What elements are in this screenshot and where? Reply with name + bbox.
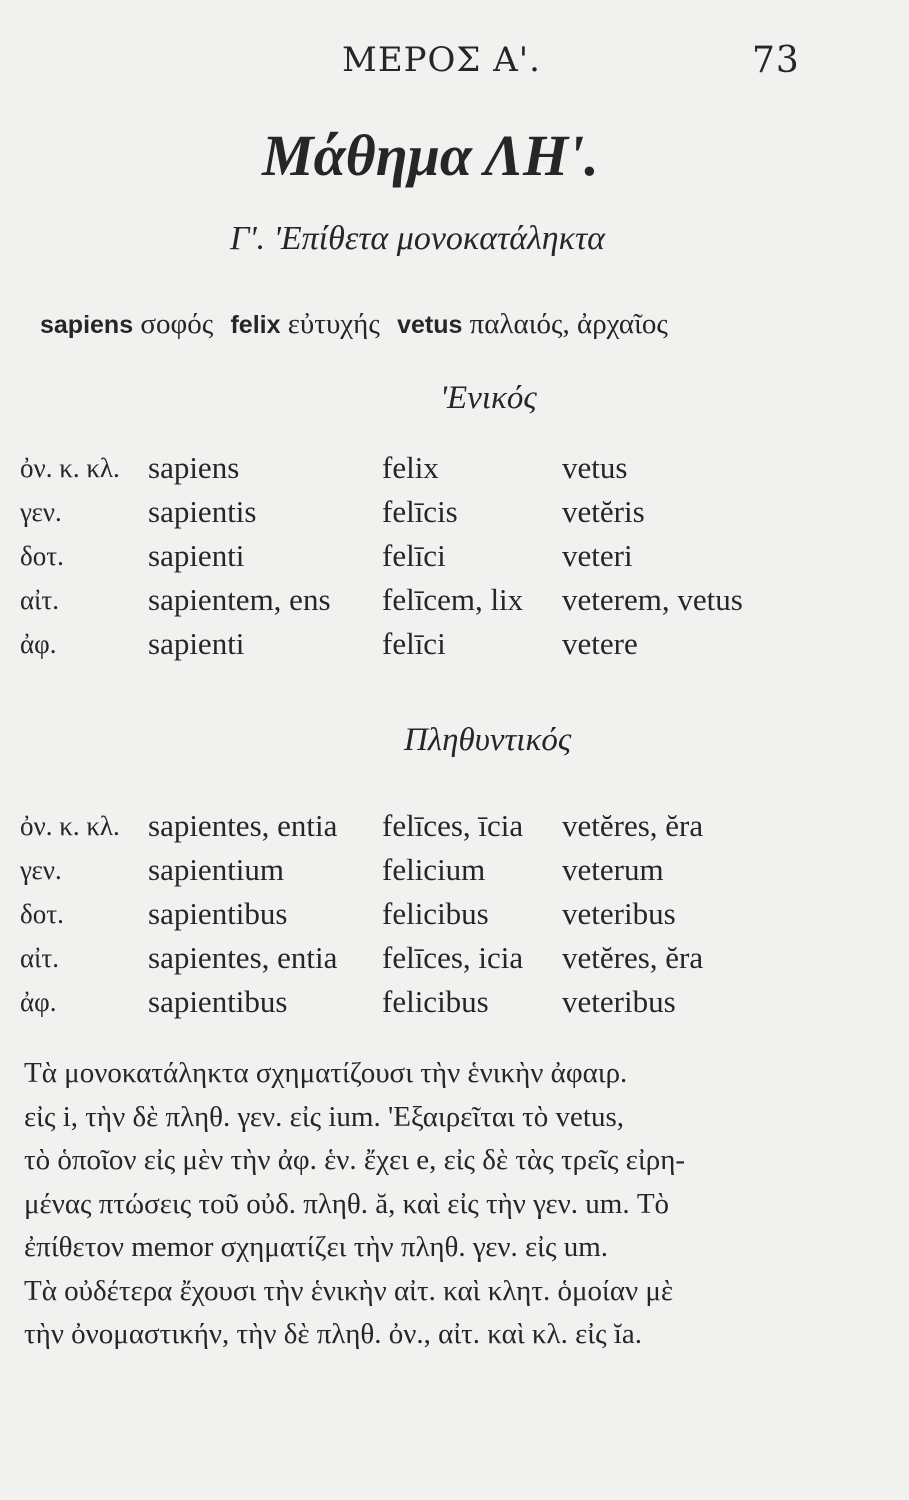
notes-line: ἐπίθετον memor σχηματίζει τὴν πληθ. γεν. εἰς um. bbox=[24, 1231, 609, 1263]
case-label: ἀφ. bbox=[20, 986, 57, 1017]
vocab-greek-sapiens: σοφός bbox=[140, 308, 214, 340]
vetus-form: vetĕres, ĕra bbox=[562, 940, 704, 975]
vetus-form: vetus bbox=[562, 450, 628, 485]
running-head-text: ΜΕΡΟΣ Α'. bbox=[342, 40, 541, 80]
felix-form: felīcis bbox=[382, 494, 458, 529]
table-row bbox=[20, 804, 782, 848]
vetus-form: vetĕres, ĕra bbox=[562, 808, 704, 843]
sapiens-form: sapientes, entia bbox=[148, 940, 338, 975]
felix-form: felīci bbox=[382, 538, 446, 573]
vocabulary-line bbox=[40, 308, 668, 341]
vocab-greek-felix: εὐτυχής bbox=[287, 308, 380, 340]
notes-line: Τὰ οὐδέτερα ἔχουσι τὴν ἑνικὴν αἰτ. καὶ κλητ. ὁμοίαν μὲ bbox=[24, 1274, 674, 1307]
case-label: δοτ. bbox=[20, 540, 64, 571]
felix-form: felicium bbox=[382, 852, 486, 887]
sapiens-form: sapientibus bbox=[148, 896, 288, 931]
singular-label: 'Ενικός bbox=[440, 380, 537, 416]
sapiens-form: sapiens bbox=[148, 450, 240, 485]
felix-form: felīcem, lix bbox=[382, 582, 524, 617]
case-label: ὀν. κ. κλ. bbox=[20, 452, 120, 483]
vetus-form: vetĕris bbox=[562, 494, 645, 529]
notes-line: τὴν ὀνομαστικήν, τὴν δὲ πληθ. ὀν., αἰτ. καὶ κλ. εἰς ĭa. bbox=[24, 1318, 642, 1350]
notes-line: εἰς i, τὴν δὲ πληθ. γεν. εἰς ium. 'Εξαιρεῖται τὸ vetus, bbox=[24, 1100, 624, 1133]
plural-label: Πληθυντικός bbox=[404, 722, 572, 758]
vocab-latin-sapiens: sapiens bbox=[40, 311, 134, 339]
table-row bbox=[20, 490, 782, 534]
subtitle: Γ'. 'Επίθετα μονοκατάληκτα bbox=[230, 220, 606, 257]
singular-declension-table bbox=[20, 446, 782, 666]
vocab-latin-felix: felix bbox=[230, 311, 281, 339]
case-label: δοτ. bbox=[20, 898, 64, 929]
plural-declension-table bbox=[20, 804, 782, 1024]
vetus-form: veterem, vetus bbox=[562, 582, 743, 617]
notes-line: μένας πτώσεις τοῦ οὐδ. πληθ. ă, καὶ εἰς τὴν γεν. um. Τὸ bbox=[24, 1187, 670, 1220]
felix-form: felicibus bbox=[382, 896, 489, 931]
notes-line: τὸ ὁποῖον εἰς μὲν τὴν ἀφ. ἑν. ἔχει e, εἰς δὲ τὰς τρεῖς εἰρη- bbox=[24, 1144, 686, 1176]
felix-form: felix bbox=[382, 450, 439, 485]
felix-form: felīci bbox=[382, 626, 446, 661]
sapiens-form: sapientibus bbox=[148, 984, 288, 1019]
vetus-form: vetere bbox=[562, 626, 638, 661]
sapiens-form: sapientem, ens bbox=[148, 582, 331, 617]
case-label: αἰτ. bbox=[20, 942, 60, 973]
sapiens-form: sapientium bbox=[148, 852, 285, 887]
notes-paragraph bbox=[24, 1052, 794, 1357]
felix-form: felicibus bbox=[382, 984, 489, 1019]
sapiens-form: sapienti bbox=[148, 626, 245, 661]
sapiens-form: sapienti bbox=[148, 538, 245, 573]
vetus-form: veterum bbox=[562, 852, 664, 887]
table-row bbox=[20, 446, 782, 490]
sapiens-form: sapientis bbox=[148, 494, 257, 529]
case-label: γεν. bbox=[20, 854, 62, 885]
notes-line: Τὰ μονοκατάληκτα σχηματίζουσι τὴν ἑνικὴν ἀφαιρ. bbox=[24, 1057, 628, 1089]
vocab-latin-vetus: vetus bbox=[397, 311, 463, 339]
case-label: ἀφ. bbox=[20, 628, 57, 659]
lesson-title: Μάθημα ΛΗ'. bbox=[262, 123, 599, 188]
vocab-greek-vetus: παλαιός, ἀρχαῖος bbox=[469, 308, 668, 340]
case-label: γεν. bbox=[20, 496, 62, 527]
table-row bbox=[20, 980, 782, 1024]
table-row bbox=[20, 936, 782, 980]
vetus-form: veteri bbox=[562, 538, 633, 573]
case-label: αἰτ. bbox=[20, 584, 60, 615]
vetus-form: veteribus bbox=[562, 896, 676, 931]
table-row bbox=[20, 892, 782, 936]
case-label: ὀν. κ. κλ. bbox=[20, 810, 120, 841]
table-row bbox=[20, 534, 782, 578]
page-number: 73 bbox=[752, 40, 800, 81]
felix-form: felīces, īcia bbox=[382, 808, 524, 843]
table-row bbox=[20, 622, 782, 666]
felix-form: felīces, icia bbox=[382, 940, 524, 975]
table-row bbox=[20, 848, 782, 892]
vetus-form: veteribus bbox=[562, 984, 676, 1019]
table-row bbox=[20, 578, 782, 622]
sapiens-form: sapientes, entia bbox=[148, 808, 338, 843]
